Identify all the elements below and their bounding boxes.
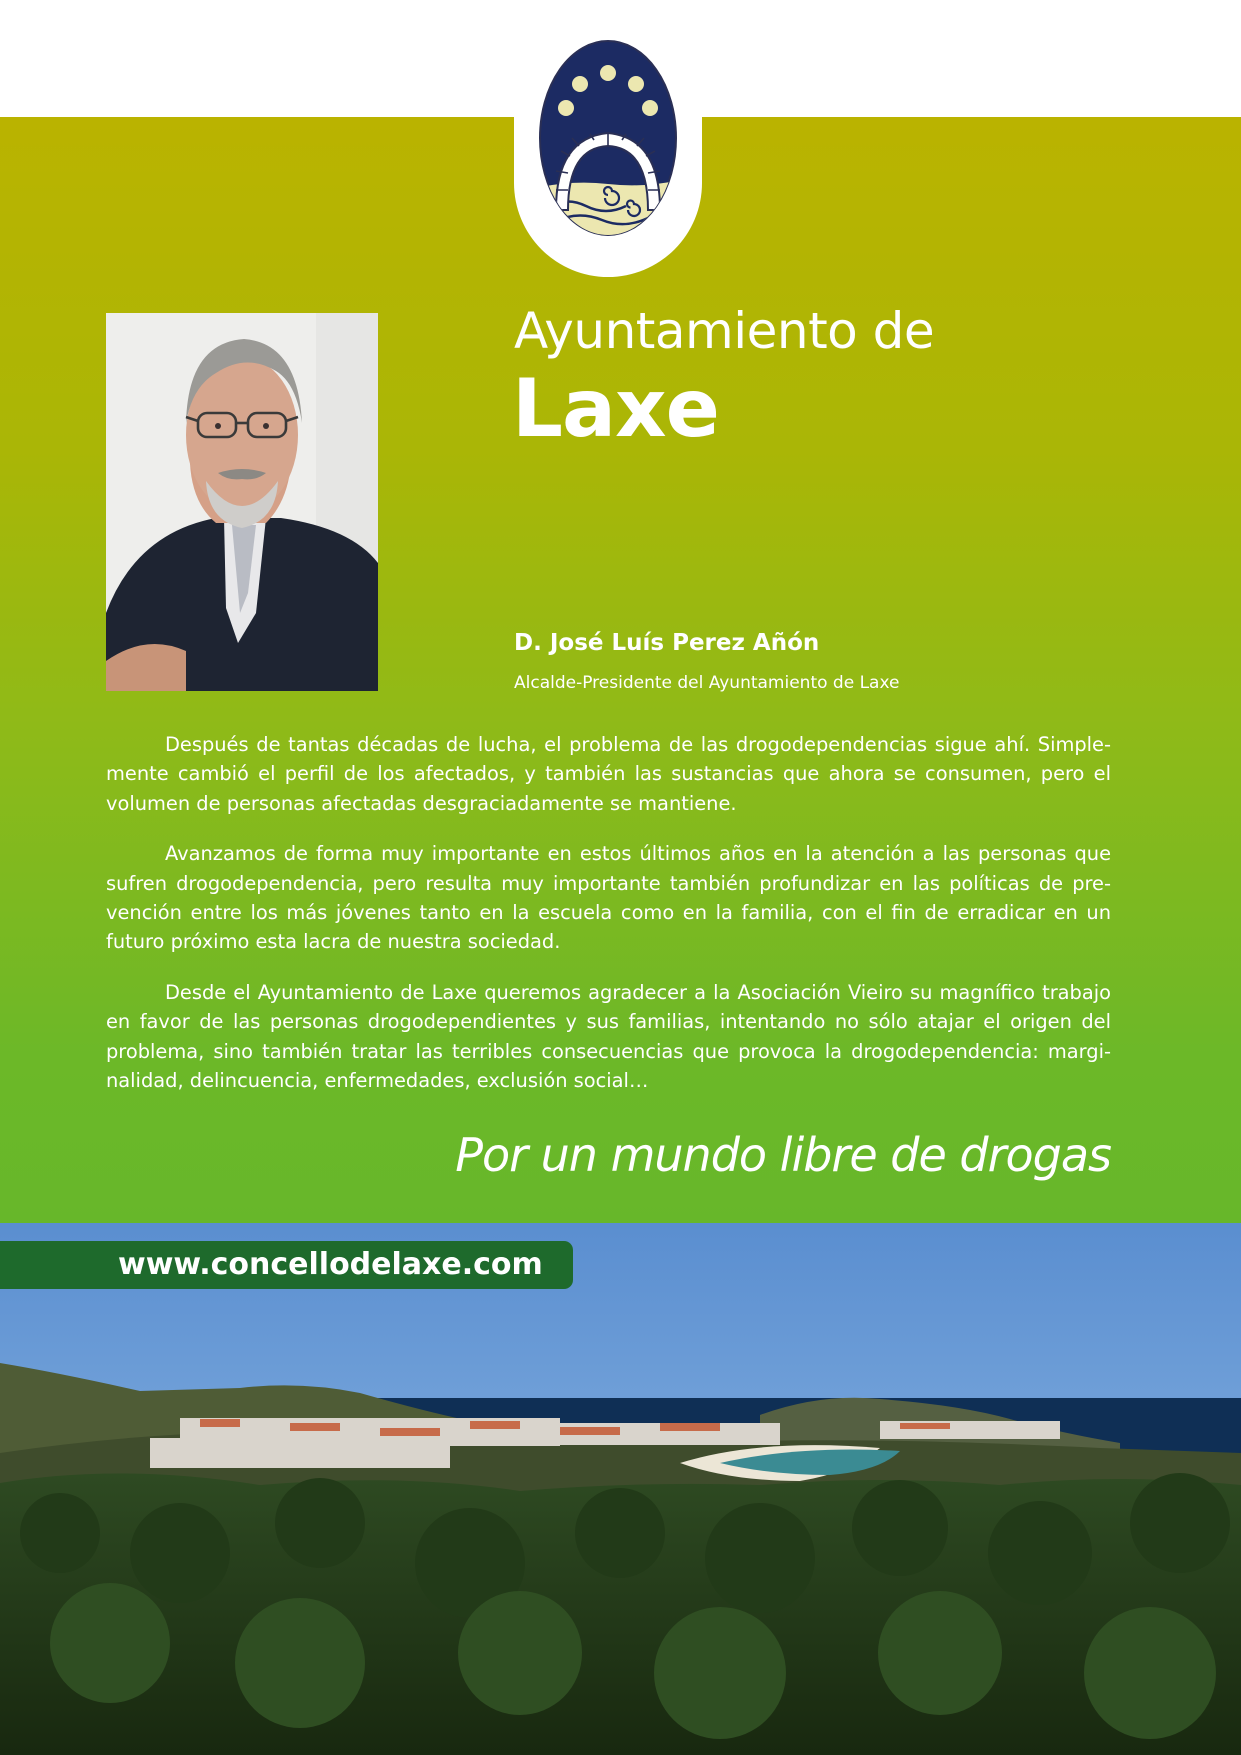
body-paragraph-3: Desde el Ayuntamiento de Laxe queremos agradecer a la Asociación Vieiro su magnífico trabajo en favor de las personas drogodependientes y sus familias, intentando no sólo atajar el origen del problema, sino también tratar las terribles consecuencias que provoca la drogodependencia: marginalidad, delincuencia, enfermedades, exclusión social… bbox=[106, 980, 1111, 1093]
mayor-role: Alcalde-Presidente del Ayuntamiento de Laxe bbox=[514, 673, 900, 693]
mayor-portrait bbox=[106, 313, 378, 691]
letter-body bbox=[106, 730, 1111, 1116]
title-laxe: Laxe bbox=[512, 362, 719, 455]
body-paragraph-1: Después de tantas décadas de lucha, el problema de las drogodependencias sigue ahí. Simplemente cambió el perfil de los afectados, y también las sustancias que ahora se consumen, pero el volumen de personas afectadas desgraciadamente se mantiene. bbox=[106, 733, 1111, 815]
slogan: Por un mundo libre de drogas bbox=[455, 1128, 1111, 1182]
coat-of-arms-icon bbox=[536, 38, 680, 242]
website-link[interactable]: www.concellodelaxe.com bbox=[118, 1247, 543, 1282]
laxe-landscape-photo bbox=[0, 1223, 1241, 1755]
title-ayuntamiento: Ayuntamiento de bbox=[514, 302, 935, 360]
mayor-name: D. José Luís Perez Añón bbox=[514, 630, 820, 656]
body-paragraph-2: Avanzamos de forma muy importante en estos últimos años en la atención a las personas que sufren drogodependencia, pero resulta muy importante también profundizar en las políticas de prevención entre los más jóvenes tanto en la escuela como en la familia, con el fin de erradicar en un futuro próximo esta lacra de nuestra sociedad. bbox=[106, 842, 1111, 954]
